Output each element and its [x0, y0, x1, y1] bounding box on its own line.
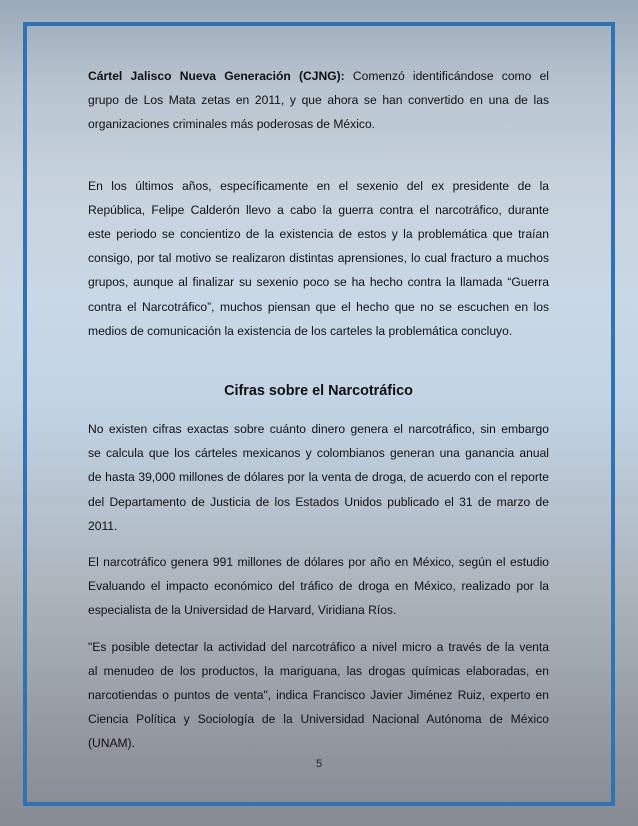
paragraph-line: consigo, por tal motivo se realizaron distintas aprensiones, lo cual fracturo a muchos [88, 251, 549, 266]
paragraph-line: narcotiendas o puntos de venta", indica Francisco Javier Jiménez Ruiz, experto en [88, 688, 549, 703]
paragraph-line: de hasta 39,000 millones de dólares por la venta de droga, de acuerdo con el reporte [88, 470, 549, 485]
paragraph-line: Evaluando el impacto económico del tráfico de droga en México, realizado por la [88, 579, 549, 594]
paragraph-line: Ciencia Política y Sociología de la Universidad Nacional Autónoma de México [88, 712, 549, 727]
spacer [88, 403, 549, 417]
paragraph-line: En los últimos años, específicamente en el sexenio del ex presidente de la [88, 178, 549, 193]
section-heading: Cifras sobre el Narcotráfico [224, 383, 413, 400]
paragraph-line: República, Felipe Calderón llevo a cabo la guerra contra el narcotráfico, durante [88, 202, 549, 217]
paragraph-quote [88, 635, 549, 756]
spacer [88, 137, 549, 174]
paragraph-991-millones [88, 550, 549, 623]
paragraph-line: medios de comunicación la existencia de los carteles la problemática concluyo. [88, 323, 513, 338]
paragraph-line: No existen cifras exactas sobre cuánto dinero genera el narcotráfico, sin embargo [88, 422, 549, 437]
paragraph-cifras [88, 417, 549, 538]
paragraph-line: El narcotráfico genera 991 millones de dólares por año en México, según el estudio [88, 555, 549, 570]
paragraph-line: (UNAM). [88, 736, 136, 751]
spacer [88, 623, 549, 635]
page-number: 5 [315, 758, 323, 770]
paragraph-line: organizaciones criminales más poderosas de México. [88, 117, 376, 132]
paragraph-line: especialista de la Universidad de Harvard, Viridiana Ríos. [88, 603, 397, 618]
paragraph-line: este periodo se concientizo de la existencia de estos y la problemática que traían [88, 227, 549, 242]
paragraph-line: contra el Narcotráfico”, muchos piensan que el hecho que no se escuchen en los [88, 299, 549, 314]
cjng-label: Cártel Jalisco Nueva Generación (CJNG): [88, 69, 345, 83]
paragraph-sexenio [88, 174, 549, 343]
paragraph-line: se calcula que los cárteles mexicanos y colombianos generan una ganancia anual [88, 446, 549, 461]
spacer [88, 538, 549, 550]
page-content [88, 64, 549, 756]
paragraph-line: al menudeo de los productos, la mariguana, las drogas químicas elaboradas, en [88, 663, 549, 678]
paragraph-cjng-line-1: Cártel Jalisco Nueva Generación (CJNG): Comenzó identificándose como el [88, 69, 549, 83]
paragraph-line: grupo de Los Mata zetas en 2011, y que ahora se han convertido en una de las [88, 93, 549, 108]
paragraph-line: "Es posible detectar la actividad del narcotráfico a nivel micro a través de la venta [88, 639, 549, 654]
spacer [88, 343, 549, 379]
paragraph-line: del Departamento de Justicia de los Estados Unidos publicado el 31 de marzo de [88, 494, 549, 509]
paragraph-line: 2011. [88, 518, 118, 533]
paragraph-cjng [88, 64, 549, 137]
paragraph-line: grupos, aunque al finalizar su sexenio poco se ha hecho contra la llamada “Guerra [88, 275, 549, 290]
